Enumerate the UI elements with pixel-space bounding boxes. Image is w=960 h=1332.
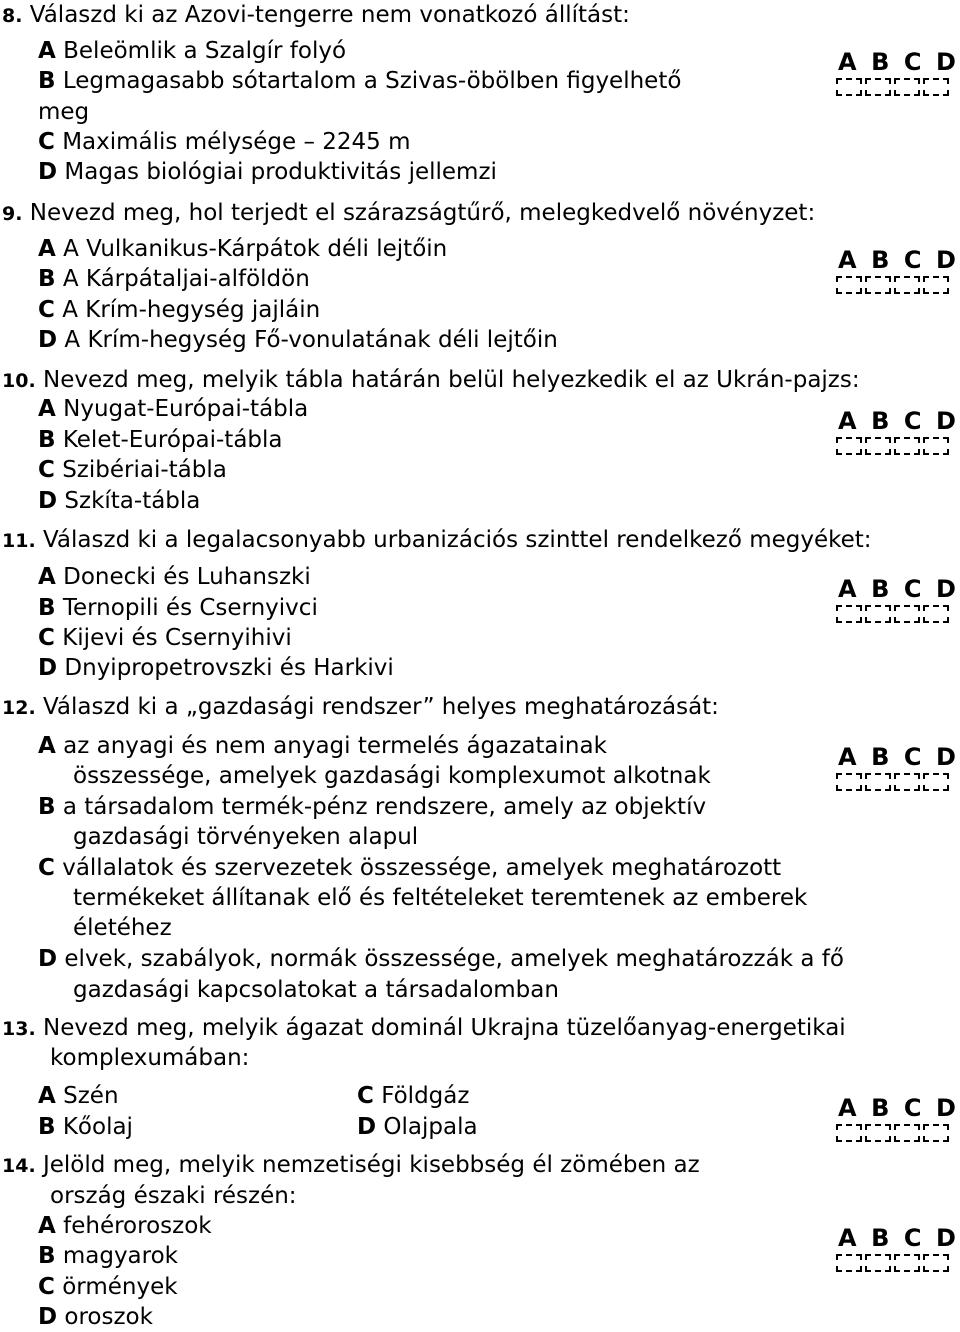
option-b-continued: meg bbox=[38, 99, 90, 125]
question-text: Válaszd ki az Azovi-tengerre nem vonatkozó állítást: bbox=[29, 2, 630, 28]
question-number: 10. bbox=[2, 370, 36, 392]
option-d: D Dnyipropetrovszki és Harkivi bbox=[38, 655, 394, 681]
answer-box-d[interactable] bbox=[923, 1254, 949, 1272]
answer-box-c[interactable] bbox=[894, 1254, 920, 1272]
question-13-stem bbox=[2, 1013, 846, 1043]
option-c: C Maximális mélysége – 2245 m bbox=[38, 129, 411, 155]
option-d: D Olajpala bbox=[357, 1114, 478, 1140]
answer-box-a[interactable] bbox=[836, 437, 862, 455]
question-text: Válaszd ki a legalacsonyabb urbanizációs szinttel rendelkező megyéket: bbox=[42, 527, 872, 553]
question-10-stem bbox=[2, 365, 860, 395]
option-a: A Beleömlik a Szalgír folyó bbox=[38, 38, 347, 64]
answer-box-b[interactable] bbox=[865, 78, 891, 96]
answer-box-a[interactable] bbox=[836, 1124, 862, 1142]
question-14-stem-continued: ország északi részén: bbox=[50, 1183, 297, 1209]
question-13-stem-continued: komplexumában: bbox=[50, 1045, 250, 1071]
option-d: D Szkíta-tábla bbox=[38, 488, 201, 514]
question-number: 13. bbox=[2, 1018, 36, 1040]
answer-box-b[interactable] bbox=[865, 276, 891, 294]
answer-grid: A B C D bbox=[836, 575, 958, 623]
question-14-stem bbox=[2, 1150, 700, 1180]
question-text: Nevezd meg, hol terjedt el szárazságtűrő, melegkedvelő növényzet: bbox=[29, 200, 816, 226]
answer-grid: A B C D bbox=[836, 246, 958, 294]
question-text: Jelöld meg, melyik nemzetiségi kisebbség él zömében az bbox=[42, 1152, 700, 1178]
answer-grid: A B C D bbox=[836, 407, 958, 455]
answer-box-d[interactable] bbox=[923, 437, 949, 455]
option-a: A az anyagi és nem anyagi termelés ágazatainak bbox=[38, 733, 607, 759]
answer-box-a[interactable] bbox=[836, 605, 862, 623]
option-c: C Földgáz bbox=[357, 1083, 470, 1109]
answer-box-d[interactable] bbox=[923, 1124, 949, 1142]
answer-box-b[interactable] bbox=[865, 437, 891, 455]
option-a: A A Vulkanikus-Kárpátok déli lejtőin bbox=[38, 236, 448, 262]
option-b: B magyarok bbox=[38, 1243, 178, 1269]
answer-box-c[interactable] bbox=[894, 437, 920, 455]
answer-box-b[interactable] bbox=[865, 1124, 891, 1142]
option-b: B Kelet-Európai-tábla bbox=[38, 427, 283, 453]
answer-grid: A B C D bbox=[836, 743, 958, 791]
answer-box-c[interactable] bbox=[894, 773, 920, 791]
option-a: A Nyugat-Európai-tábla bbox=[38, 396, 309, 422]
option-b: B Legmagasabb sótartalom a Szivas-öbölben figyelhető bbox=[38, 68, 682, 94]
option-b: B a társadalom termék-pénz rendszere, amely az objektív bbox=[38, 794, 707, 820]
question-9-stem bbox=[2, 198, 815, 228]
question-11-stem bbox=[2, 525, 872, 555]
option-d: D Magas biológiai produktivitás jellemzi bbox=[38, 159, 497, 185]
question-number: 14. bbox=[2, 1155, 36, 1177]
answer-box-b[interactable] bbox=[865, 773, 891, 791]
question-text: Válaszd ki a „gazdasági rendszer” helyes meghatározását: bbox=[42, 694, 719, 720]
option-c: C A Krím-hegység jajláin bbox=[38, 297, 321, 323]
question-number: 9. bbox=[2, 203, 23, 225]
answer-box-d[interactable] bbox=[923, 773, 949, 791]
question-text: Nevezd meg, melyik ágazat dominál Ukrajna tüzelőanyag-energetikai bbox=[42, 1015, 846, 1041]
answer-box-a[interactable] bbox=[836, 1254, 862, 1272]
option-c-continued: életéhez bbox=[73, 915, 172, 941]
question-12-stem bbox=[2, 692, 719, 722]
answer-box-c[interactable] bbox=[894, 78, 920, 96]
option-c-continued: termékeket állítanak elő és feltételeket teremtenek az emberek bbox=[73, 885, 808, 911]
option-d: D A Krím-hegység Fő-vonulatának déli lejtőin bbox=[38, 327, 558, 353]
answer-box-b[interactable] bbox=[865, 1254, 891, 1272]
answer-box-a[interactable] bbox=[836, 773, 862, 791]
option-b-continued: gazdasági törvényeken alapul bbox=[73, 824, 419, 850]
option-c: C örmények bbox=[38, 1274, 178, 1300]
option-b: B Kőolaj bbox=[38, 1114, 133, 1140]
answer-box-c[interactable] bbox=[894, 276, 920, 294]
answer-box-a[interactable] bbox=[836, 276, 862, 294]
question-text: Nevezd meg, melyik tábla határán belül helyezkedik el az Ukrán-pajzs: bbox=[42, 367, 860, 393]
answer-box-a[interactable] bbox=[836, 78, 862, 96]
question-number: 8. bbox=[2, 5, 23, 27]
option-b: B Ternopili és Csernyivci bbox=[38, 595, 318, 621]
option-c: C Szibériai-tábla bbox=[38, 457, 227, 483]
question-number: 12. bbox=[2, 697, 36, 719]
option-d: D elvek, szabályok, normák összessége, amelyek meghatározzák a fő bbox=[38, 946, 844, 972]
option-a: A Szén bbox=[38, 1083, 119, 1109]
answer-box-d[interactable] bbox=[923, 605, 949, 623]
option-a: A fehéroroszok bbox=[38, 1213, 212, 1239]
option-c: C Kijevi és Csernyihivi bbox=[38, 625, 292, 651]
answer-box-d[interactable] bbox=[923, 78, 949, 96]
answer-box-b[interactable] bbox=[865, 605, 891, 623]
option-a: A Donecki és Luhanszki bbox=[38, 564, 311, 590]
option-d: D oroszok bbox=[38, 1304, 153, 1330]
question-number: 11. bbox=[2, 530, 36, 552]
answer-box-c[interactable] bbox=[894, 1124, 920, 1142]
answer-grid: A B C D bbox=[836, 1094, 958, 1142]
option-b: B A Kárpátaljai-alföldön bbox=[38, 266, 310, 292]
option-c: C vállalatok és szervezetek összessége, amelyek meghatározott bbox=[38, 855, 782, 881]
option-d-continued: gazdasági kapcsolatokat a társadalomban bbox=[73, 977, 559, 1003]
question-8-stem bbox=[2, 0, 630, 30]
option-a-continued: összessége, amelyek gazdasági komplexumot alkotnak bbox=[73, 763, 711, 789]
answer-box-d[interactable] bbox=[923, 276, 949, 294]
answer-grid: A B C D bbox=[836, 1224, 958, 1272]
answer-grid: A B C D bbox=[836, 48, 958, 96]
answer-box-c[interactable] bbox=[894, 605, 920, 623]
